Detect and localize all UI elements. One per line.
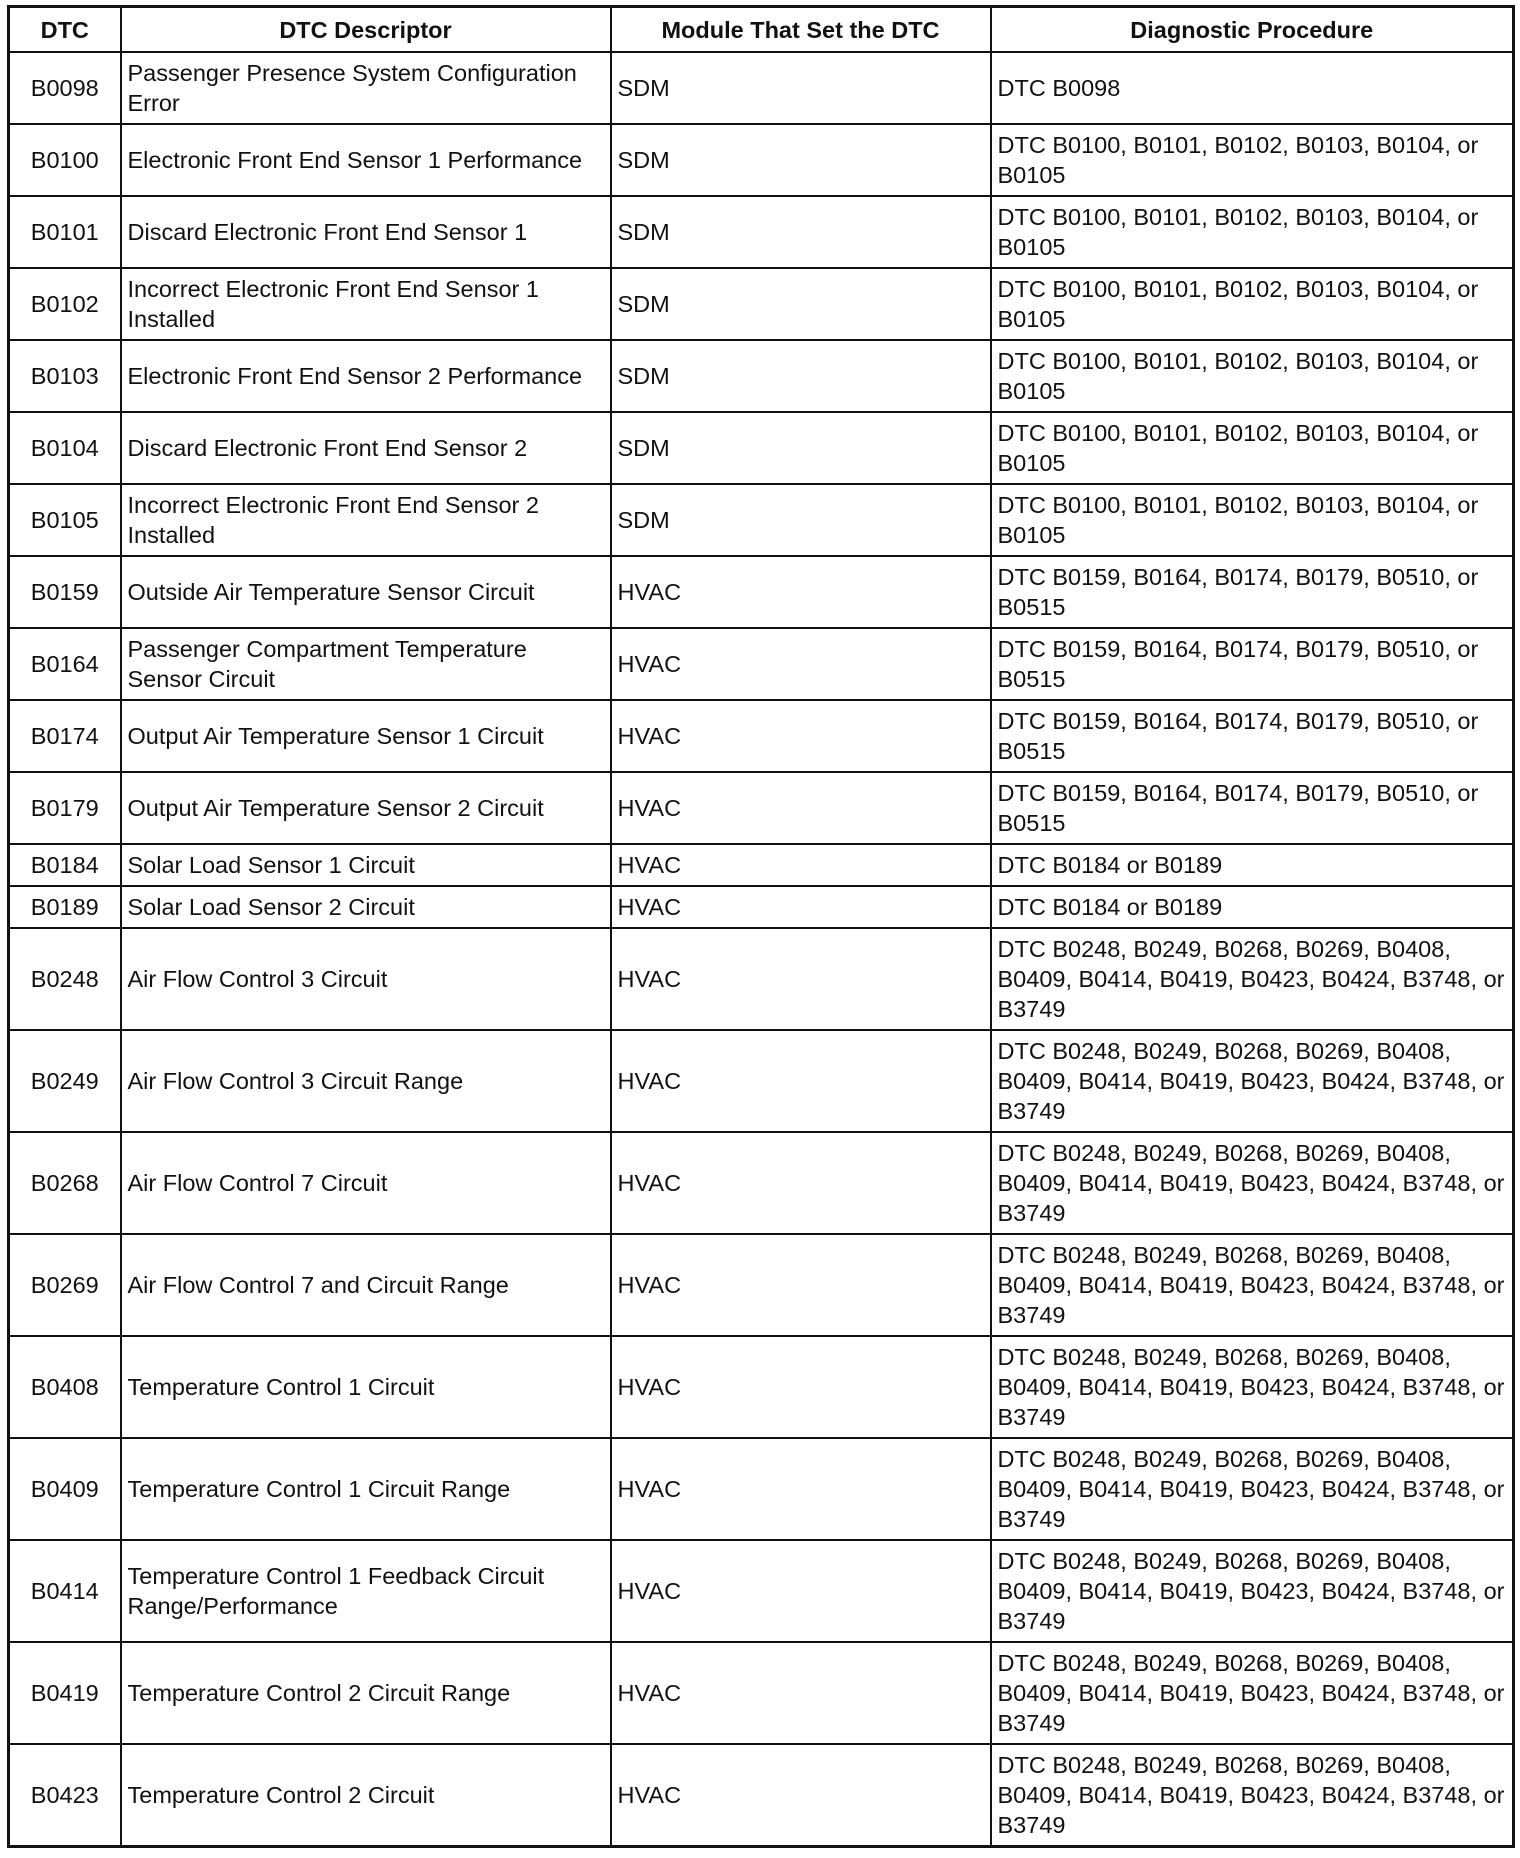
dtc-descriptor: Solar Load Sensor 2 Circuit: [121, 886, 611, 928]
dtc-descriptor: Discard Electronic Front End Sensor 2: [121, 412, 611, 484]
module: HVAC: [611, 1438, 991, 1540]
diagnostic-procedure: DTC B0100, B0101, B0102, B0103, B0104, or B0105: [991, 196, 1514, 268]
header-row: [9, 7, 1514, 53]
table-body: [9, 52, 1514, 1847]
dtc-code: B0184: [9, 844, 121, 886]
table-row: [9, 484, 1514, 556]
dtc-descriptor: Temperature Control 2 Circuit Range: [121, 1642, 611, 1744]
diagnostic-procedure: DTC B0248, B0249, B0268, B0269, B0408, B0409, B0414, B0419, B0423, B0424, B3748, or B3749: [991, 1030, 1514, 1132]
module: SDM: [611, 124, 991, 196]
module: HVAC: [611, 700, 991, 772]
diagnostic-procedure: DTC B0248, B0249, B0268, B0269, B0408, B0409, B0414, B0419, B0423, B0424, B3748, or B3749: [991, 1234, 1514, 1336]
dtc-code: B0408: [9, 1336, 121, 1438]
dtc-descriptor: Solar Load Sensor 1 Circuit: [121, 844, 611, 886]
dtc-code: B0105: [9, 484, 121, 556]
module: SDM: [611, 196, 991, 268]
table-row: [9, 268, 1514, 340]
module: HVAC: [611, 1336, 991, 1438]
dtc-descriptor: Air Flow Control 3 Circuit Range: [121, 1030, 611, 1132]
diagnostic-procedure: DTC B0159, B0164, B0174, B0179, B0510, or B0515: [991, 628, 1514, 700]
header-module: Module That Set the DTC: [611, 7, 991, 53]
dtc-descriptor: Incorrect Electronic Front End Sensor 2 Installed: [121, 484, 611, 556]
dtc-descriptor: Passenger Compartment Temperature Sensor Circuit: [121, 628, 611, 700]
dtc-descriptor: Incorrect Electronic Front End Sensor 1 Installed: [121, 268, 611, 340]
module: HVAC: [611, 844, 991, 886]
dtc-code: B0248: [9, 928, 121, 1030]
dtc-code: B0249: [9, 1030, 121, 1132]
module: HVAC: [611, 772, 991, 844]
table-row: [9, 844, 1514, 886]
module: HVAC: [611, 1030, 991, 1132]
diagnostic-procedure: DTC B0248, B0249, B0268, B0269, B0408, B0409, B0414, B0419, B0423, B0424, B3748, or B3749: [991, 1642, 1514, 1744]
dtc-code: B0174: [9, 700, 121, 772]
dtc-descriptor: Air Flow Control 3 Circuit: [121, 928, 611, 1030]
diagnostic-procedure: DTC B0100, B0101, B0102, B0103, B0104, or B0105: [991, 412, 1514, 484]
dtc-code: B0409: [9, 1438, 121, 1540]
dtc-code: B0100: [9, 124, 121, 196]
module: HVAC: [611, 628, 991, 700]
dtc-code: B0269: [9, 1234, 121, 1336]
diagnostic-procedure: DTC B0159, B0164, B0174, B0179, B0510, or B0515: [991, 556, 1514, 628]
table-row: [9, 340, 1514, 412]
module: HVAC: [611, 1744, 991, 1847]
dtc-descriptor: Passenger Presence System Configuration Error: [121, 52, 611, 124]
module: HVAC: [611, 1234, 991, 1336]
dtc-code: B0101: [9, 196, 121, 268]
table-row: [9, 52, 1514, 124]
dtc-descriptor: Temperature Control 1 Feedback Circuit Range/Performance: [121, 1540, 611, 1642]
module: SDM: [611, 52, 991, 124]
table-row: [9, 124, 1514, 196]
dtc-descriptor: Temperature Control 1 Circuit Range: [121, 1438, 611, 1540]
dtc-code: B0179: [9, 772, 121, 844]
module: HVAC: [611, 556, 991, 628]
diagnostic-procedure: DTC B0184 or B0189: [991, 844, 1514, 886]
module: HVAC: [611, 886, 991, 928]
table-row: [9, 1132, 1514, 1234]
dtc-descriptor: Outside Air Temperature Sensor Circuit: [121, 556, 611, 628]
diagnostic-procedure: DTC B0248, B0249, B0268, B0269, B0408, B0409, B0414, B0419, B0423, B0424, B3748, or B3749: [991, 1438, 1514, 1540]
dtc-code: B0189: [9, 886, 121, 928]
dtc-code: B0423: [9, 1744, 121, 1847]
diagnostic-procedure: DTC B0248, B0249, B0268, B0269, B0408, B0409, B0414, B0419, B0423, B0424, B3748, or B3749: [991, 1744, 1514, 1847]
diagnostic-procedure: DTC B0184 or B0189: [991, 886, 1514, 928]
dtc-code: B0098: [9, 52, 121, 124]
dtc-code: B0414: [9, 1540, 121, 1642]
table-row: [9, 928, 1514, 1030]
table-row: [9, 1744, 1514, 1847]
dtc-code: B0164: [9, 628, 121, 700]
table-row: [9, 772, 1514, 844]
diagnostic-procedure: DTC B0098: [991, 52, 1514, 124]
diagnostic-procedure: DTC B0100, B0101, B0102, B0103, B0104, or B0105: [991, 484, 1514, 556]
table-row: [9, 1642, 1514, 1744]
module: SDM: [611, 484, 991, 556]
table-row: [9, 700, 1514, 772]
module: HVAC: [611, 1540, 991, 1642]
dtc-descriptor: Output Air Temperature Sensor 1 Circuit: [121, 700, 611, 772]
module: SDM: [611, 412, 991, 484]
diagnostic-procedure: DTC B0248, B0249, B0268, B0269, B0408, B0409, B0414, B0419, B0423, B0424, B3748, or B3749: [991, 1132, 1514, 1234]
dtc-table: [7, 5, 1515, 1848]
dtc-code: B0419: [9, 1642, 121, 1744]
table-row: [9, 628, 1514, 700]
dtc-code: B0268: [9, 1132, 121, 1234]
diagnostic-procedure: DTC B0159, B0164, B0174, B0179, B0510, or B0515: [991, 700, 1514, 772]
diagnostic-procedure: DTC B0100, B0101, B0102, B0103, B0104, or B0105: [991, 124, 1514, 196]
table-row: [9, 1234, 1514, 1336]
header-diagnostic-procedure: Diagnostic Procedure: [991, 7, 1514, 53]
dtc-code: B0104: [9, 412, 121, 484]
diagnostic-procedure: DTC B0100, B0101, B0102, B0103, B0104, or B0105: [991, 340, 1514, 412]
dtc-descriptor: Temperature Control 2 Circuit: [121, 1744, 611, 1847]
module: SDM: [611, 268, 991, 340]
table-row: [9, 1438, 1514, 1540]
dtc-descriptor: Air Flow Control 7 and Circuit Range: [121, 1234, 611, 1336]
table-row: [9, 1336, 1514, 1438]
diagnostic-procedure: DTC B0100, B0101, B0102, B0103, B0104, or B0105: [991, 268, 1514, 340]
diagnostic-procedure: DTC B0248, B0249, B0268, B0269, B0408, B0409, B0414, B0419, B0423, B0424, B3748, or B3749: [991, 1540, 1514, 1642]
diagnostic-procedure: DTC B0248, B0249, B0268, B0269, B0408, B0409, B0414, B0419, B0423, B0424, B3748, or B3749: [991, 928, 1514, 1030]
dtc-code: B0102: [9, 268, 121, 340]
table-header: [9, 7, 1514, 53]
dtc-code: B0159: [9, 556, 121, 628]
dtc-descriptor: Temperature Control 1 Circuit: [121, 1336, 611, 1438]
dtc-code: B0103: [9, 340, 121, 412]
diagnostic-procedure: DTC B0248, B0249, B0268, B0269, B0408, B0409, B0414, B0419, B0423, B0424, B3748, or B3749: [991, 1336, 1514, 1438]
table-row: [9, 886, 1514, 928]
header-dtc: DTC: [9, 7, 121, 53]
dtc-descriptor: Discard Electronic Front End Sensor 1: [121, 196, 611, 268]
dtc-descriptor: Air Flow Control 7 Circuit: [121, 1132, 611, 1234]
table-row: [9, 196, 1514, 268]
module: HVAC: [611, 1642, 991, 1744]
header-dtc-descriptor: DTC Descriptor: [121, 7, 611, 53]
dtc-descriptor: Output Air Temperature Sensor 2 Circuit: [121, 772, 611, 844]
module: HVAC: [611, 928, 991, 1030]
dtc-descriptor: Electronic Front End Sensor 2 Performance: [121, 340, 611, 412]
table-row: [9, 556, 1514, 628]
module: SDM: [611, 340, 991, 412]
dtc-descriptor: Electronic Front End Sensor 1 Performance: [121, 124, 611, 196]
table-row: [9, 412, 1514, 484]
diagnostic-procedure: DTC B0159, B0164, B0174, B0179, B0510, or B0515: [991, 772, 1514, 844]
table-row: [9, 1030, 1514, 1132]
module: HVAC: [611, 1132, 991, 1234]
table-row: [9, 1540, 1514, 1642]
